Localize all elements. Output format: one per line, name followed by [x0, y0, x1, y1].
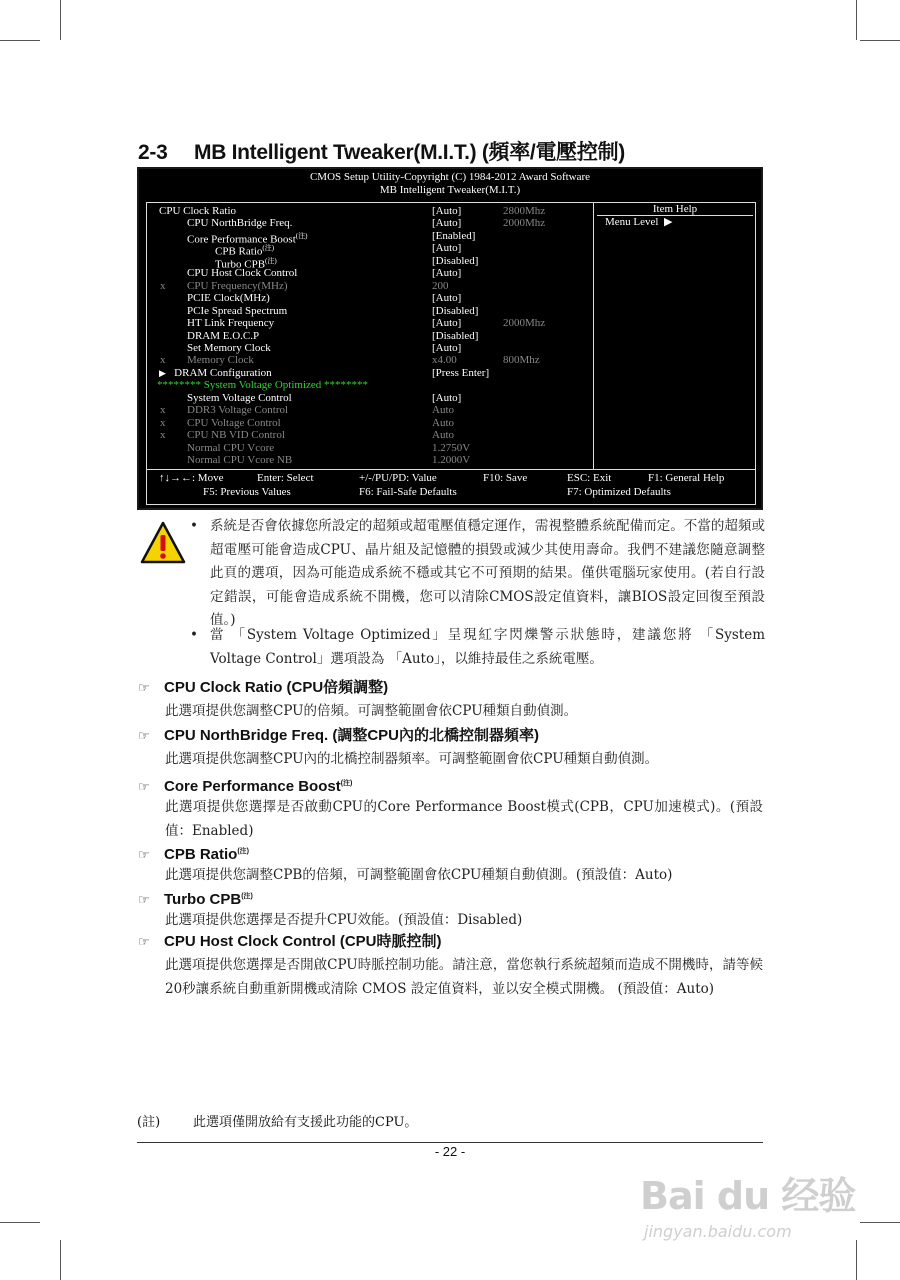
triangle-right-icon: ▶: [661, 216, 673, 228]
pointing-hand-icon: ☞: [138, 892, 150, 907]
bios-option-value: [Enabled]: [432, 229, 476, 242]
submenu-arrow-icon: ▶: [159, 367, 169, 378]
warning-text: 當 「System Voltage Optimized」呈現紅字閃爍警示狀態時，建議您將 「System Voltage Control」選項設為 「Auto」，以維持最佳之系統電壓。: [210, 627, 765, 667]
crop-mark: [860, 40, 900, 41]
bios-option-value: [Auto]: [432, 391, 462, 404]
bios-option-value: [Auto]: [432, 292, 462, 305]
bios-screen: [137, 167, 763, 510]
pointing-hand-icon: ☞: [138, 779, 150, 794]
bios-option-readout: 2000Mhz: [503, 317, 546, 330]
bios-option-value: [Disabled]: [432, 254, 479, 267]
footer-f10: F10: Save: [483, 472, 528, 484]
bios-option-label: DRAM E.O.C.P: [187, 329, 260, 342]
bios-option-label: CPB Ratio$^{(注)}$: [215, 244, 275, 258]
footer-value: +/-/PU/PD: Value: [359, 472, 437, 484]
footnote-mark: (註): [137, 1115, 161, 1130]
disabled-marker: x: [160, 429, 166, 442]
footer-move: ↑↓→←: Move: [159, 472, 224, 484]
bios-option-value: 200: [432, 279, 449, 292]
warning-bullet: • 當 「System Voltage Optimized」呈現紅字閃爍警示狀態時，建議您將 「System Voltage Control」選項設為 「Auto」，以維持最佳之系統電壓。: [190, 624, 765, 671]
bios-option-label: Turbo $CPB^{(注)}$: [215, 256, 277, 271]
disabled-marker: x: [160, 279, 166, 292]
disabled-marker: x: [160, 416, 166, 429]
option-item: [138, 930, 768, 1001]
note-marker: (注): [262, 244, 275, 253]
bios-option-readout: 800Mhz: [503, 354, 540, 367]
footnote: [137, 1111, 417, 1130]
bios-option-label: Normal CPU Vcore: [187, 441, 275, 454]
option-title: ☞ CPU NorthBridge Freq. (調整CPU內的北橋控制器頻率): [138, 724, 768, 748]
bios-option-value: [Auto]: [432, 205, 462, 217]
bios-option-value: Auto: [432, 404, 454, 417]
crop-mark: [0, 1222, 40, 1223]
footer-rule: [137, 1142, 763, 1143]
bios-option-label: CPU NorthBridge Freq.: [187, 217, 293, 230]
crop-mark: [60, 1240, 61, 1280]
option-description: 此選項提供您調整CPU的倍頻。可調整範圍會依CPU種類自動偵測。: [165, 703, 578, 719]
bios-option-value: [Auto]: [432, 267, 462, 280]
section-number: 2-3: [138, 141, 168, 164]
crop-mark: [0, 40, 40, 41]
warning-text: 系統是否會依據您所設定的超頻或超電壓值穩定運作，需視整體系統配備而定。不當的超頻或超電壓可能會造成CPU、晶片組及記憶體的損毀或減少其使用壽命。我們不建議您隨意調整此頁的選項，因為可能造成系統不穩或其它不可預期的結果。僅供電腦玩家使用。(若自行設定錯誤，可能會造成系統不開機，您可以清除CMOS設定值資料，讓BIOS設定回復至預設值。): [210, 518, 765, 628]
bios-footer: [146, 470, 756, 505]
bios-option-label: CPU Frequency(MHz): [187, 279, 288, 292]
bios-option-label: ▶ DRAM Configuration: [159, 366, 272, 379]
footer-f6: F6: Fail-Safe Defaults: [359, 486, 457, 498]
option-description: 此選項提供您調整CPU內的北橋控制器頻率。可調整範圍會依CPU種類自動偵測。: [165, 751, 659, 767]
warning-icon: [140, 520, 186, 566]
bios-option-label: ******** System Voltage Optimized ********: [157, 379, 369, 392]
option-item: [138, 676, 768, 724]
bios-option-label: CPU Voltage Control: [187, 416, 281, 429]
pointing-hand-icon: ☞: [138, 847, 150, 862]
option-item: [138, 885, 768, 933]
footer-f7: F7: Optimized Defaults: [567, 486, 671, 498]
bios-option-label: HT Link Frequency: [187, 317, 275, 330]
note-marker: (注): [340, 780, 353, 787]
page-number: - 22 -: [434, 1144, 466, 1159]
bios-option-readout: 2000Mhz: [503, 217, 546, 230]
option-item: [138, 724, 768, 772]
option-title: ☞ CPU Host Clock Control (CPU時脈控制): [138, 930, 768, 954]
bios-option-label: PCIe Spread Spectrum: [187, 304, 288, 317]
bios-option-label: CPU NB VID Control: [187, 429, 285, 442]
watermark-brand: Bai du 经验: [640, 1174, 856, 1218]
warning-bullet: • 系統是否會依據您所設定的超頻或超電壓值穩定運作，需視整體系統配備而定。不當的超頻或超電壓可能會造成CPU、晶片組及記憶體的損毀或減少其使用壽命。我們不建議您隨意調整此頁的選項，因為可能造成系統不穩或其它不可預期的結果。僅供電腦玩家使用。(若自行設定錯誤，可能會造成系統不開機，您可以清除CMOS設定值資料，讓BIOS設定回復至預設值。): [190, 515, 765, 633]
bios-header-copyright: CMOS Setup Utility-Copyright (C) 1984-2012 Award Software: [309, 171, 591, 183]
note-marker: (注): [241, 893, 253, 900]
bios-option-label: Memory Clock: [187, 354, 254, 367]
crop-mark: [856, 0, 857, 40]
note-marker: (注): [237, 848, 250, 855]
bios-option-value: [Auto]: [432, 242, 462, 255]
option-description: 此選項提供您選擇是否開啟CPU時脈控制功能。請注意，當您執行系統超頻而造成不開機時，請等候20秒讓系統自動重新開機或清除 CMOS 設定值資料，並以安全模式開機。 (預設值：Auto): [165, 957, 763, 997]
bios-help-menu-level: Menu Level ▶: [605, 216, 673, 228]
option-description: 此選項提供您調整CPB的倍頻，可調整範圍會依CPU種類自動偵測。(預設值：Auto): [165, 867, 673, 883]
bios-option-readout: 2800Mhz: [503, 205, 546, 217]
bios-option-value: 1.2000V: [432, 454, 471, 466]
note-marker: (注): [295, 231, 308, 240]
bios-option-label: Core Performance Boost$^{(注)}$: [187, 231, 308, 246]
bios-help-title: Item Help: [597, 203, 753, 216]
bios-help-panel: [593, 202, 756, 470]
option-item: [138, 772, 768, 843]
bios-option-value: [Auto]: [432, 317, 462, 330]
bios-option-label: Normal CPU Vcore NB: [187, 454, 293, 466]
bios-option-label: CPU Host Clock Control: [187, 267, 298, 280]
bios-option-value: [Auto]: [432, 341, 462, 354]
bios-option-label: PCIE Clock(MHz): [187, 292, 270, 305]
pointing-hand-icon: ☞: [138, 934, 150, 949]
watermark-url: jingyan.baidu.com: [644, 1222, 792, 1241]
footer-enter: Enter: Select: [257, 472, 314, 484]
footer-f5: F5: Previous Values: [203, 486, 291, 498]
footer-esc: ESC: Exit: [567, 472, 612, 484]
watermark: [640, 1165, 860, 1245]
disabled-marker: x: [160, 404, 166, 417]
bios-option-label: CPU Clock Ratio: [159, 205, 237, 217]
bios-option-value: 1.2750V: [432, 441, 471, 454]
option-description: 此選項提供您選擇是否提升CPU效能。(預設值：Disabled): [165, 912, 523, 928]
option-title: ☞ Turbo $CPB^{(注)}$: [138, 885, 768, 909]
bios-option-label: DDR3 Voltage Control: [187, 404, 289, 417]
bios-option-value: [Disabled]: [432, 329, 479, 342]
option-title: ☞ CPB Ratio$^{(注)}$: [138, 840, 768, 864]
option-title: ☞ CPU Clock Ratio (CPU倍頻調整): [138, 676, 768, 700]
option-item: [138, 840, 768, 888]
bios-option-label: Set Memory Clock: [187, 341, 271, 354]
bios-option-value: [Disabled]: [432, 304, 479, 317]
bios-header-title: MB Intelligent Tweaker(M.I.T.): [379, 184, 521, 196]
bios-option-value: x4.00: [432, 354, 457, 367]
section-title: MB Intelligent Tweaker(M.I.T.) (頻率/電壓控制): [194, 141, 625, 164]
footnote-text: 此選項僅開放給有支援此功能的CPU。: [193, 1115, 418, 1130]
note-marker: (注): [265, 256, 277, 265]
disabled-marker: x: [160, 354, 166, 367]
pointing-hand-icon: ☞: [138, 680, 150, 695]
bios-option-label: System Voltage Control: [187, 391, 292, 404]
bios-option-value: [Press Enter]: [432, 366, 490, 379]
bios-option-value: Auto: [432, 416, 454, 429]
option-title: ☞ Core Performance Boost$^{(注)}$: [138, 772, 768, 796]
pointing-hand-icon: ☞: [138, 728, 150, 743]
bios-option-value: [Auto]: [432, 217, 462, 230]
footer-f1: F1: General Help: [648, 472, 725, 484]
section-heading: [138, 136, 768, 166]
option-description: 此選項提供您選擇是否啟動CPU的Core Performance Boost模式(CPB，CPU加速模式)。(預設值：Enabled): [165, 799, 763, 839]
bios-option-value: Auto: [432, 429, 454, 442]
crop-mark: [856, 1240, 857, 1280]
crop-mark: [860, 1222, 900, 1223]
crop-mark: [60, 0, 61, 40]
